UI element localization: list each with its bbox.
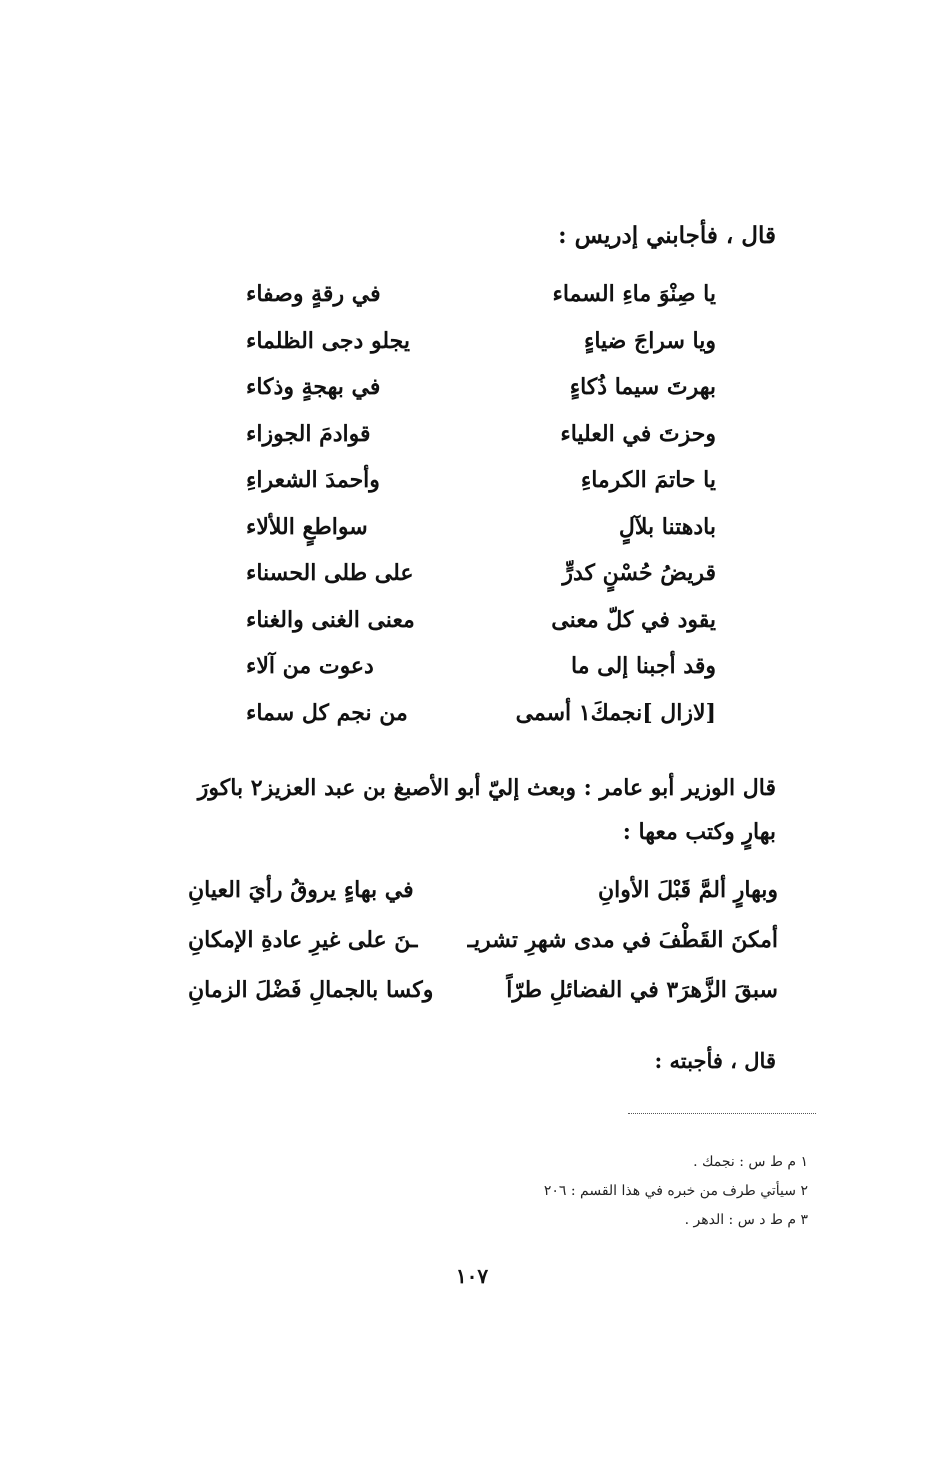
verse-line xyxy=(246,321,716,368)
footnote-divider xyxy=(628,1113,816,1114)
verse-first-hemistich: أمكنَ القَطْفَ في مدى شهرِ تشريـ xyxy=(467,927,778,953)
poem-2 xyxy=(188,870,778,1020)
verse-second-hemistich: في بهجةٍ وذكاء xyxy=(246,374,381,400)
verse-first-hemistich: ويا سراجَ ضياءٍ xyxy=(583,327,716,354)
verse-line xyxy=(246,553,716,600)
verse-line xyxy=(246,693,716,740)
verse-second-hemistich: سواطعٍ اللألاء xyxy=(246,513,368,540)
verse-line xyxy=(246,367,716,414)
verse-line xyxy=(246,600,716,647)
verse-first-hemistich: بادهتنا بلآلٍ xyxy=(618,513,716,540)
verse-second-hemistich: يجلو دجى الظلماء xyxy=(246,327,410,354)
footnote: ٣ م ط د س : الدهر . xyxy=(684,1212,808,1228)
verse-first-hemistich: وحزتَ في العلياء xyxy=(560,420,716,447)
verse-line xyxy=(246,507,716,554)
verse-line xyxy=(246,646,716,693)
verse-first-hemistich: يا حاتمَ الكرماءِ xyxy=(580,467,716,493)
verse-second-hemistich: دعوت من آلاء xyxy=(246,653,374,679)
verse-second-hemistich: قوادمَ الجوزاء xyxy=(246,420,371,447)
intro-line: قال ، فأجابني إدريس : xyxy=(558,222,776,249)
poem-1 xyxy=(246,274,716,739)
verse-line xyxy=(246,460,716,507)
verse-line xyxy=(188,870,778,920)
verse-first-hemistich: سبقَ الزَّهرَ٣ في الفضائلِ طرّاً xyxy=(506,977,778,1003)
verse-first-hemistich: [لازال ]نجمكَ١ أسمى xyxy=(515,699,716,726)
verse-second-hemistich: في بهاءٍ يروقُ رأيَ العيانِ xyxy=(188,877,414,903)
footnote: ١ م ط س : نجمك . xyxy=(693,1154,808,1170)
verse-first-hemistich: قريضُ حُسْنٍ كدرٍّ xyxy=(562,560,716,586)
verse-line xyxy=(246,274,716,321)
verse-second-hemistich: على طلى الحسناء xyxy=(246,560,414,586)
page-number: ١٠٧ xyxy=(455,1264,489,1288)
verse-first-hemistich: وبهارٍ ألمَّ قَبْلَ الأوانِ xyxy=(597,877,778,903)
verse-second-hemistich: معنى الغنى والغناء xyxy=(246,606,415,633)
verse-second-hemistich: من نجم كل سماء xyxy=(246,699,408,726)
verse-line xyxy=(246,414,716,461)
verse-second-hemistich: في رقةٍ وصفاء xyxy=(246,281,381,307)
footnote: ٢ سيأتي طرف من خبره في هذا القسم : ٢٠٦ xyxy=(543,1183,808,1199)
footnotes xyxy=(544,1148,808,1235)
verse-line xyxy=(188,920,778,970)
verse-first-hemistich: وقد أجبنا إلى ما xyxy=(571,653,716,679)
verse-first-hemistich: يقود في كلّ معنى xyxy=(551,606,716,633)
prose-paragraph xyxy=(136,766,776,854)
verse-second-hemistich: وأحمدَ الشعراءِ xyxy=(246,467,380,493)
verse-second-hemistich: ـنَ على غيرِ عادةِ الإمكانِ xyxy=(188,927,418,953)
verse-first-hemistich: يا صِنْوَ ماءِ السماء xyxy=(552,281,716,307)
verse-line xyxy=(188,970,778,1020)
closing-line: قال ، فأجبته : xyxy=(654,1048,776,1073)
verse-first-hemistich: بهرتَ سيما ذُكاءٍ xyxy=(569,374,716,400)
prose-line: بهارٍ وكتب معها : xyxy=(622,819,776,845)
verse-second-hemistich: وكسا بالجمالِ فَضْلَ الزمانِ xyxy=(188,977,434,1003)
prose-line: قال الوزير أبو عامر : وبعث إليّ أبو الأصبغ بن عبد العزيز٢ باكورَ xyxy=(197,775,776,801)
